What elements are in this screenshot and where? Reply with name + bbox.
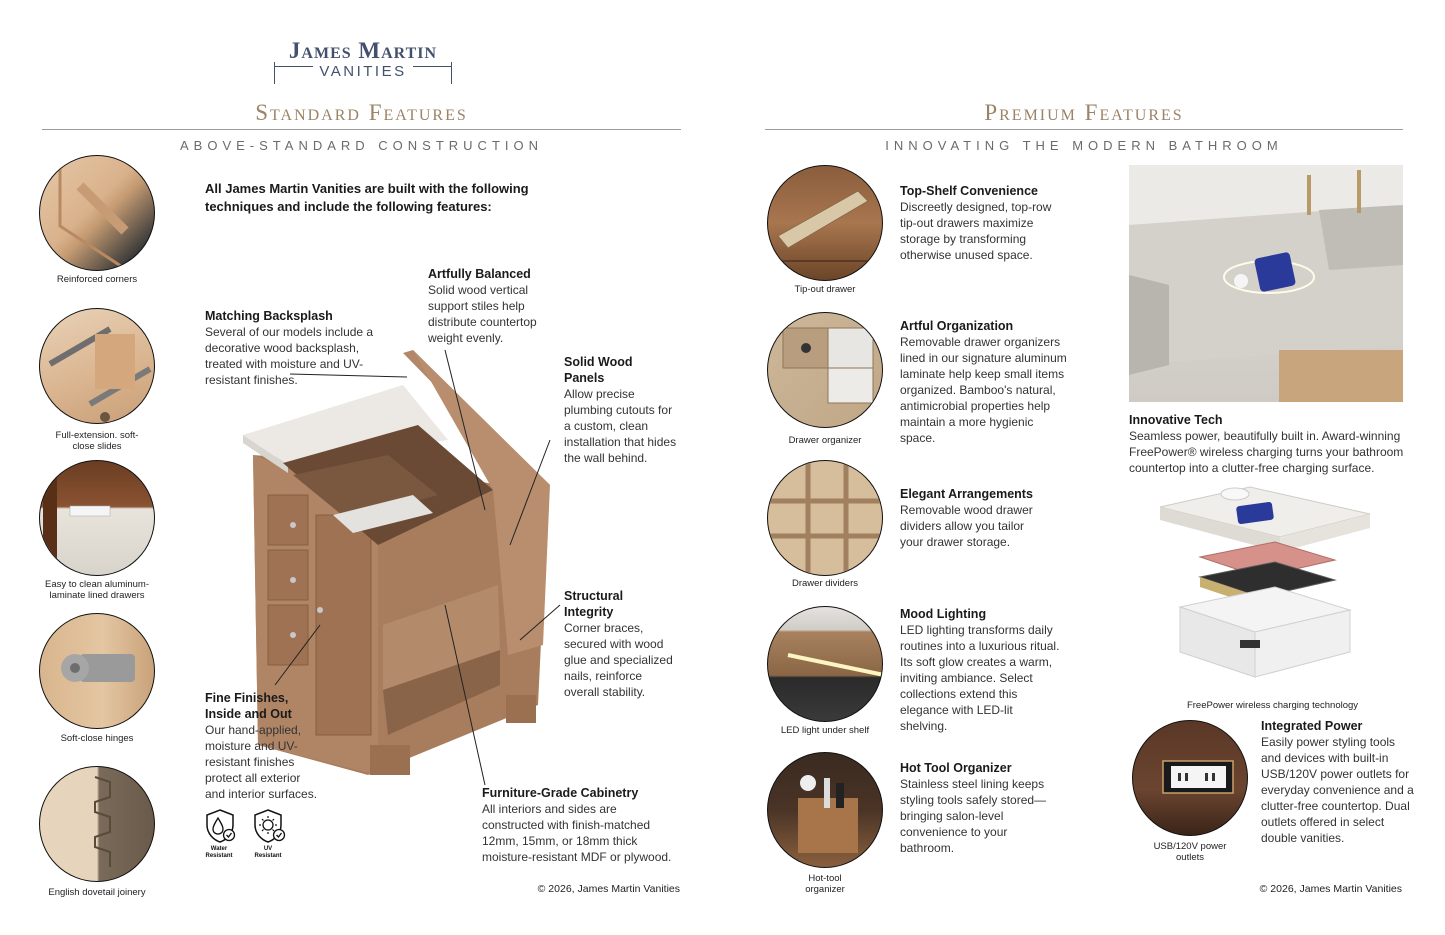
caption-tip-out-drawer: Tip-out drawer [794, 284, 856, 295]
feature-title: Furniture-Grade Cabinetry [482, 786, 639, 800]
caption-led-light: LED light under shelf [780, 725, 870, 736]
uv-sun-shield-icon [252, 808, 286, 844]
water-drop-shield-icon [204, 808, 236, 844]
drawer-dividers-photo [767, 460, 883, 576]
caption-usb-outlets: USB/120V power outlets [1153, 841, 1227, 863]
wireless-charging-countertop-photo [1129, 165, 1403, 402]
feature-hot-tool-organizer [900, 760, 1050, 856]
feature-title: Mood Lighting [900, 607, 987, 621]
standard-copyright: © 2026, James Martin Vanities [537, 883, 680, 895]
feature-mood-lighting [900, 606, 1060, 734]
caption-soft-close-slides: Full-extension. soft-close slides [55, 430, 139, 452]
logo-subtitle: VANITIES [319, 63, 407, 80]
standard-subtitle: ABOVE-STANDARD CONSTRUCTION [180, 138, 543, 153]
soft-close-slides-photo [39, 308, 155, 424]
dovetail-joinery-photo [39, 766, 155, 882]
caption-aluminum-drawers: Easy to clean aluminum-laminate lined drawers [44, 579, 150, 601]
feature-title: Innovative Tech [1129, 413, 1223, 427]
freepower-exploded-illustration [1155, 482, 1375, 694]
premium-subtitle: INNOVATING THE MODERN BATHROOM [885, 138, 1283, 153]
feature-text: All interiors and sides are constructed with finish-matched 12mm, 15mm, or 18mm thick moisture-resistant MDF or plywood. [482, 802, 672, 864]
feature-solid-wood-panels [564, 354, 679, 466]
standard-rule [42, 129, 681, 130]
water-resistant-label: Water Resistant [205, 846, 233, 859]
hot-tool-organizer-photo [767, 752, 883, 868]
soft-close-hinge-photo [39, 613, 155, 729]
freepower-caption: FreePower wireless charging technology [1186, 700, 1359, 711]
feature-title: Solid Wood Panels [564, 355, 633, 385]
tip-out-drawer-photo [767, 165, 883, 281]
feature-elegant-arrangements [900, 486, 1040, 550]
led-shelf-light-photo [767, 606, 883, 722]
feature-title: Elegant Arrangements [900, 487, 1033, 501]
feature-matching-backsplash [205, 308, 380, 388]
feature-text: Removable wood drawer dividers allow you tailor your drawer storage. [900, 503, 1033, 549]
brand-logo: James Martin [288, 38, 438, 63]
feature-top-shelf-convenience [900, 183, 1060, 263]
feature-title: Matching Backsplash [205, 309, 333, 323]
feature-artful-organization [900, 318, 1072, 446]
feature-text: Allow precise plumbing cutouts for a custom, clean installation that hides the wall behind. [564, 387, 677, 465]
usb-power-outlet-photo [1132, 720, 1248, 836]
feature-text: Removable drawer organizers lined in our signature aluminum laminate help keep small items organized. Bamboo's natural, antimicrobial properties help maintain a more hygienic space. [900, 335, 1067, 445]
feature-innovative-tech [1129, 412, 1405, 476]
feature-artfully-balanced [428, 266, 546, 346]
premium-copyright: © 2026, James Martin Vanities [1259, 883, 1402, 895]
feature-text: Seamless power, beautifully built in. Award-winning FreePower® wireless charging turns your bathroom countertop into a clutter-free charging surface. [1129, 429, 1404, 475]
feature-integrated-power [1261, 718, 1416, 846]
caption-dovetail-joinery: English dovetail joinery [48, 887, 146, 898]
feature-title: Artfully Balanced [428, 267, 531, 281]
feature-text: Easily power styling tools and devices with built-in USB/120V power outlets for everyday convenience and a clutter-free countertop. Dual outlets offered in select double vanities. [1261, 735, 1414, 845]
caption-drawer-organizer: Drawer organizer [788, 435, 862, 446]
feature-title: Fine Finishes, Inside and Out [205, 691, 292, 721]
feature-text: LED lighting transforms daily routines into a luxurious ritual. Its soft glow creates a warm, inviting ambiance. Select collections extend this elegance with LED-lit shelving. [900, 623, 1060, 733]
caption-drawer-dividers: Drawer dividers [792, 578, 858, 589]
drawer-organizer-photo [767, 312, 883, 428]
feature-title: Artful Organization [900, 319, 1014, 333]
feature-title: Structural Integrity [564, 589, 624, 619]
feature-structural-integrity [564, 588, 676, 700]
feature-text: Several of our models include a decorative wood backsplash, treated with moisture and UV-resistant finishes. [205, 325, 374, 387]
caption-hot-tool-organizer [767, 873, 883, 895]
caption-soft-close-hinges: Soft-close hinges [60, 733, 134, 744]
feature-furniture-grade-cabinetry [482, 785, 682, 865]
reinforced-corners-photo [39, 155, 155, 271]
feature-text: Our hand-applied, moisture and UV-resistant finishes protect all exterior and interior surfaces. [205, 723, 318, 801]
premium-features-title: Premium Features [984, 100, 1184, 125]
feature-fine-finishes [205, 690, 320, 802]
feature-title: Top-Shelf Convenience [900, 184, 1038, 198]
aluminum-laminate-drawer-photo [39, 460, 155, 576]
uv-resistant-label: UV Resistant [254, 846, 282, 859]
caption-text: Hot-tool organizer [805, 873, 845, 895]
feature-text: Corner braces, secured with wood glue and specialized nails, reinforce overall stability. [564, 621, 673, 699]
standard-features-title: Standard Features [255, 100, 468, 125]
premium-rule [765, 129, 1403, 130]
standard-intro: All James Martin Vanities are built with the following techniques and include the following features: [205, 181, 529, 214]
feature-text: Solid wood vertical support stiles help distribute countertop weight evenly. [428, 283, 537, 345]
feature-text: Discreetly designed, top-row tip-out drawers maximize storage by transforming otherwise unused space. [900, 200, 1052, 262]
feature-title: Hot Tool Organizer [900, 761, 1012, 775]
feature-title: Integrated Power [1261, 719, 1363, 733]
caption-reinforced-corners: Reinforced corners [56, 274, 138, 285]
feature-text: Stainless steel lining keeps styling tools safely stored—bringing salon-level convenience to your bathroom. [900, 777, 1047, 855]
